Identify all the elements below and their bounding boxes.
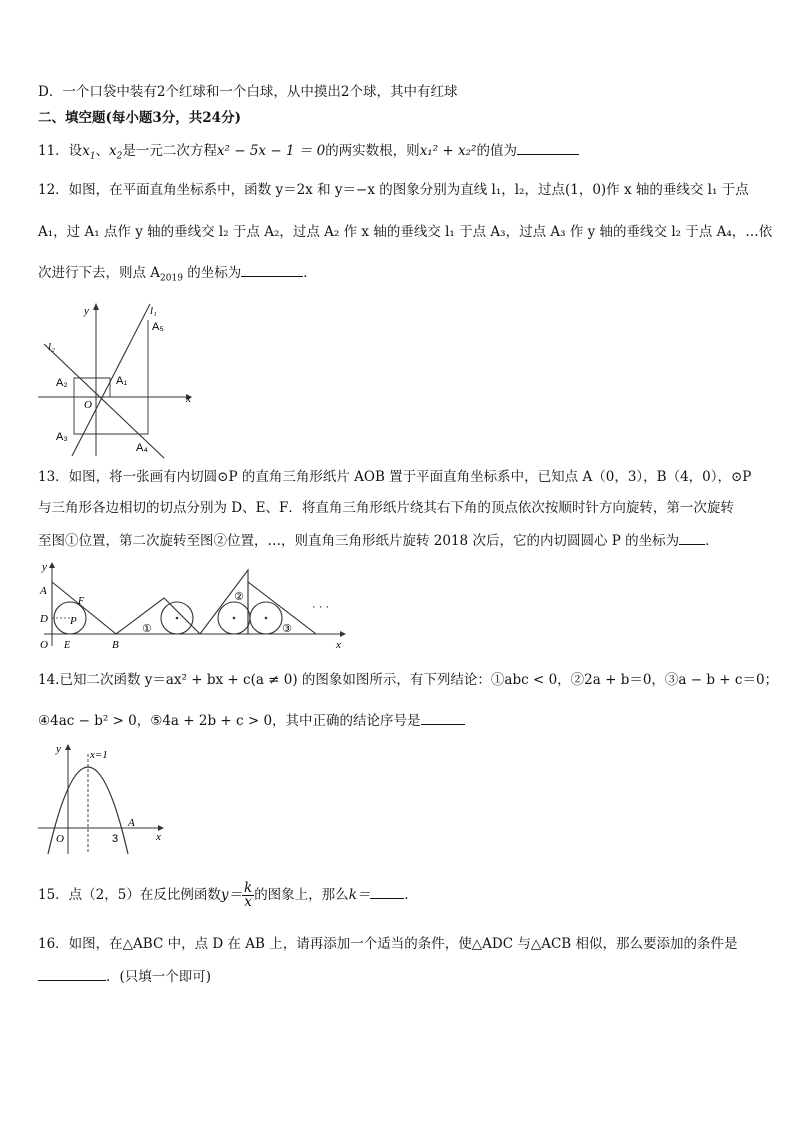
fig13-label-circle-1: ① — [142, 623, 152, 635]
fig12-label-y: y — [84, 305, 89, 317]
fig13-label-f: F — [78, 596, 85, 607]
q11-expression: x₁² + x₂² — [419, 143, 477, 159]
question-15 — [38, 880, 418, 910]
q11-answer-blank[interactable] — [517, 140, 579, 155]
fig14-label-3: 3 — [112, 833, 119, 845]
fig12-label-a3: A₃ — [56, 431, 68, 443]
q13-line-2: 与三角形各边相切的切点分别为 D、E、F．将直角三角形纸片绕其右下角的顶点依次按顺时针方向旋转，第一次旋转 — [38, 500, 734, 516]
fig13-label-e: E — [64, 640, 71, 651]
fig13-label-o: O — [40, 639, 48, 651]
fig12-label-a5: A₅ — [152, 321, 164, 333]
fig12-construction-path — [74, 320, 148, 434]
question-11 — [38, 140, 579, 167]
q15-k: k＝ — [348, 887, 371, 903]
q15-numerator: k — [244, 880, 253, 896]
q12-line-3 — [38, 262, 317, 289]
fig13-label-circle-3: ③ — [282, 623, 292, 635]
q14-line-2-text: ④4ac − b² > 0，⑤4a + 2b + c > 0，其中正确的结论序号是 — [38, 713, 421, 729]
fig13-label-b: B — [112, 639, 119, 651]
section-title: 二、填空题(每小题3分，共24分) — [38, 110, 241, 126]
q16-line-1: 16．如图，在△ABC 中，点 D 在 AB 上，请再添加一个适当的条件，使△ADC 与△ACB 相似，那么要添加的条件是 — [38, 936, 738, 952]
fig14-label-a: A — [128, 817, 135, 829]
q11-sep: 、 — [95, 143, 110, 159]
q15-y: y＝ — [220, 887, 242, 903]
q13-answer-blank[interactable] — [679, 530, 705, 545]
q16-line-2-text: ．(只填一个即可) — [106, 969, 212, 985]
q12-subscript: 2019 — [160, 273, 183, 284]
fig14-label-y: y — [56, 743, 61, 755]
q16-line-2 — [38, 966, 211, 987]
q11-x1: $x_1$ — [82, 143, 96, 162]
q15-denominator: x — [244, 894, 252, 910]
option-d: D．一个口袋中装有2个红球和一个白球，从中摸出2个球，其中有红球 — [38, 84, 458, 100]
q11-x2: $x_2$ — [109, 143, 123, 162]
fig12-label-a2: A₂ — [56, 377, 68, 389]
q12-line-3a: 次进行下去，则点 A — [38, 265, 161, 281]
q13-line-1: 13．如图，将一张画有内切圆⊙P 的直角三角形纸片 AOB 置于平面直角坐标系中，已知点 A（0，3），B（4，0），⊙P — [38, 469, 752, 485]
q11-lead: 11．设 — [38, 143, 83, 159]
figure-12 — [36, 298, 196, 460]
fig12-label-x: x — [186, 393, 191, 405]
fig13-label-y: y — [42, 561, 47, 573]
fig13-label-p: P — [70, 615, 77, 627]
fig14-label-axis: x=1 — [90, 749, 108, 761]
q12-line-2: A₁，过 A₁ 点作 y 轴的垂线交 l₂ 于点 A₂，过点 A₂ 作 x 轴的垂线交 l₁ 于点 A₃，过点 A₃ 作 y 轴的垂线交 l₂ 于点 A₄，…依 — [38, 224, 773, 240]
q11-equation: x² − 5x − 1 ＝ 0 — [216, 143, 326, 159]
fig13-triangle-1 — [116, 598, 200, 634]
q13-line-3b: ． — [705, 533, 719, 549]
q12-line-1: 12．如图，在平面直角坐标系中，函数 y＝2x 和 y＝−x 的图象分别为直线 l₁，l₂，过点(1，0)作 x 轴的垂线交 l₁ 于点 — [38, 182, 749, 198]
q15-lead: 15．点（2，5）在反比例函数 — [38, 887, 221, 903]
q13-line-3a: 至图①位置，第二次旋转至图②位置，…，则直角三角形纸片旋转 2018 次后，它的内切圆圆心 P 的坐标为 — [38, 533, 680, 549]
q11-mid2: 的两实数根，则 — [325, 143, 420, 159]
figure-14 — [36, 740, 172, 860]
fig12-label-a1: A₁ — [116, 375, 128, 387]
fig14-label-o: O — [56, 833, 64, 845]
q15-mid: 的图象上，那么 — [254, 887, 349, 903]
q15-fraction — [242, 882, 254, 909]
fig13-label-dots: · · · — [312, 601, 330, 613]
fig12-label-o: O — [84, 399, 92, 411]
q11-tail: 的值为 — [476, 143, 517, 159]
q14-answer-blank[interactable] — [421, 710, 465, 725]
q16-answer-blank[interactable] — [38, 966, 106, 981]
figure-13 — [34, 560, 354, 652]
q11-mid: 是一元二次方程 — [122, 143, 217, 159]
fig12-y-arrow — [93, 303, 99, 310]
q12-line-3c: ． — [303, 265, 317, 281]
q15-tail: ． — [404, 887, 418, 903]
fig13-label-circle-2: ② — [234, 591, 244, 603]
fig12-label-l1: l₁ — [150, 305, 157, 317]
q15-answer-blank[interactable] — [370, 884, 404, 899]
fig13-label-a: A — [40, 585, 47, 597]
fig14-label-x: x — [156, 831, 161, 843]
q14-line-2 — [38, 710, 465, 731]
q12-line-3b: 的坐标为 — [182, 265, 242, 281]
q14-line-1: 14.已知二次函数 y＝ax² + bx + c(a ≠ 0) 的图象如图所示，有下列结论：①abc < 0，②2a + b＝0，③a − b + c＝0； — [38, 672, 779, 688]
q12-answer-blank[interactable] — [241, 262, 303, 277]
fig13-label-x: x — [336, 639, 341, 651]
fig12-label-a4: A₄ — [136, 442, 148, 454]
fig13-label-d: D — [40, 613, 48, 625]
q13-line-3 — [38, 530, 719, 551]
fig12-label-l2: l₂ — [48, 341, 55, 353]
